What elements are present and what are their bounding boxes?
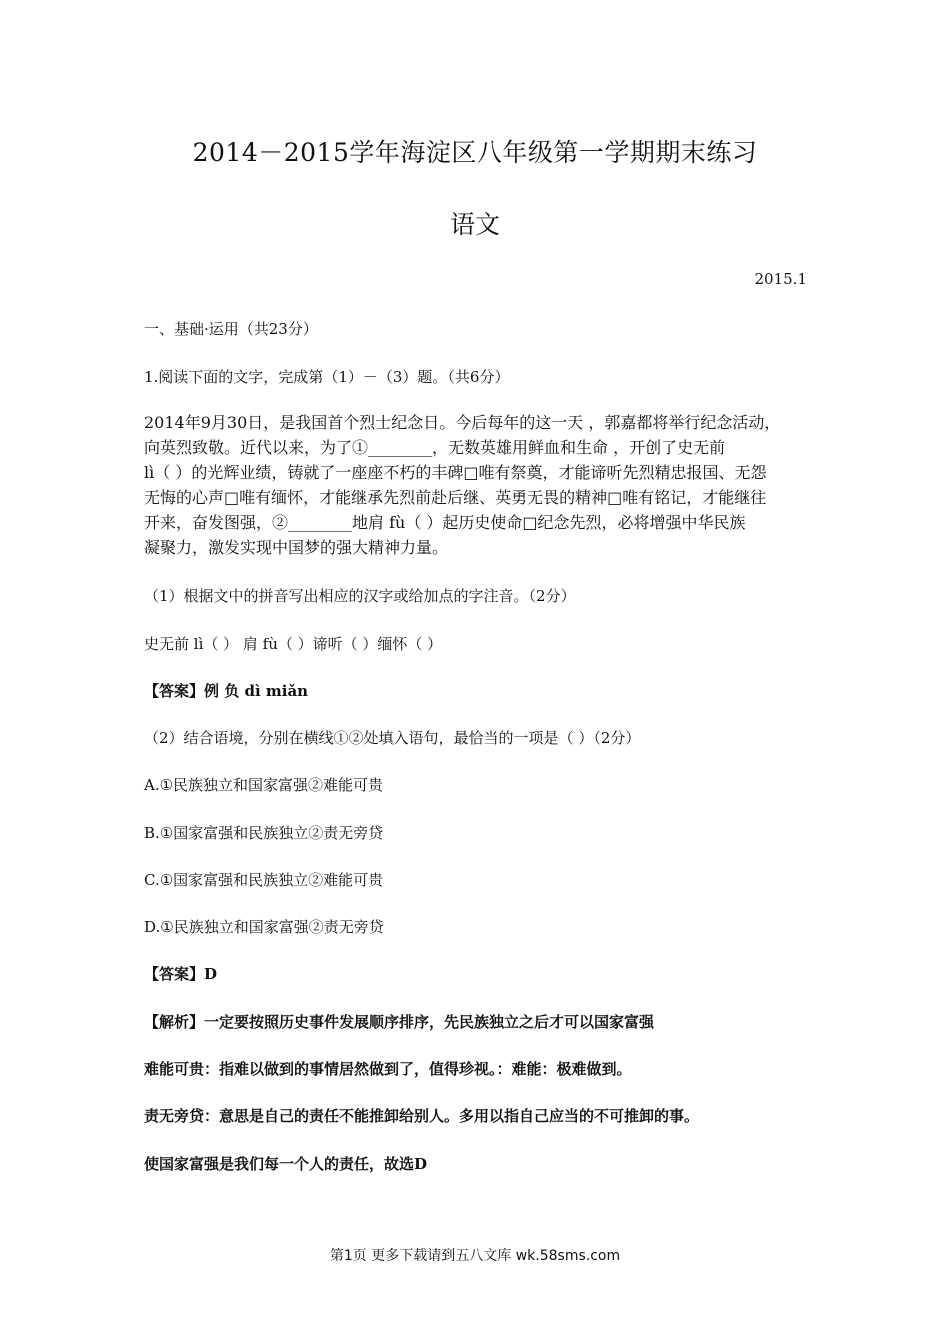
passage-line: lì（ ）的光辉业绩，铸就了一座座不朽的丰碑□唯有祭奠，才能谛听先烈精忠报国、无怨 [144, 463, 767, 482]
analysis-line [144, 1011, 654, 1032]
analysis-line: 难能可贵：指难以做到的事情居然做到了，值得珍视。：难能：极难做到。 [144, 1060, 632, 1078]
sub-question-1-prompt: （1）根据文中的拼音写出相应的汉字或给加点的字注音。（2分） [144, 587, 576, 605]
passage-line: 凝聚力，激发实现中国梦的强大精神力量。 [144, 538, 449, 557]
analysis-line: 使国家富强是我们每一个人的责任，故选D [144, 1155, 428, 1173]
answer-label: 【答案】 [144, 682, 205, 700]
sub-question-2-answer [144, 963, 217, 984]
option-a: A.①民族独立和国家富强②难能可贵 [144, 776, 384, 794]
analysis-line: 责无旁贷：意思是自己的责任不能推卸给别人。多用以指自己应当的不可推卸的事。 [144, 1107, 700, 1125]
analysis-text: 一定要按照历史事件发展顺序排序，先民族独立之后才可以国家富强 [204, 1013, 655, 1031]
analysis-label: 【解析】 [144, 1013, 205, 1031]
subject-title: 语文 [449, 210, 500, 239]
answer-text: 例 负 dì miǎn [204, 682, 309, 700]
answer-label: 【答案】 [144, 965, 205, 983]
sub-question-2-prompt: （2）结合语境，分别在横线①②处填入语句，最恰当的一项是（ ）（2分） [144, 729, 641, 747]
passage-line: 开来，奋发图强，②________地肩 fù（ ）起历史使命□纪念先烈，必将增强中华民族 [144, 513, 746, 532]
option-c: C.①国家富强和民族独立②难能可贵 [144, 871, 384, 889]
passage-line: 2014年9月30日，是我国首个烈士纪念日。今后每年的这一天 ，郭嘉都将举行纪念活动， [144, 413, 781, 432]
passage-line: 向英烈致敬。近代以来，为了①________，无数英雄用鲜血和生命 ，开创了史无前 [144, 438, 726, 457]
question-1-prompt: 1.阅读下面的文字，完成第（1）－（3）题。（共6分） [144, 368, 510, 386]
sub-question-1-answer [144, 680, 308, 701]
section-heading: 一、基础·运用（共23分） [144, 320, 318, 338]
document-title: 2014－2015学年海淀区八年级第一学期期末练习 [192, 138, 758, 167]
passage-line: 无悔的心声□唯有缅怀，才能继承先烈前赴后继、英勇无畏的精神□唯有铭记，才能继往 [144, 488, 767, 507]
reading-passage [144, 410, 809, 560]
option-d: D.①民族独立和国家富强②责无旁贷 [144, 918, 384, 936]
exam-date: 2015.1 [754, 270, 807, 288]
answer-text: D [204, 965, 218, 983]
sub-question-1-blanks: 史无前 lì（ ） 肩 fù（ ）谛听（ ）缅怀（ ） [144, 635, 443, 653]
page-footer: 第1页 更多下载请到五八文库 wk.58sms.com [329, 1248, 621, 1264]
option-b: B.①国家富强和民族独立②责无旁贷 [144, 824, 384, 842]
